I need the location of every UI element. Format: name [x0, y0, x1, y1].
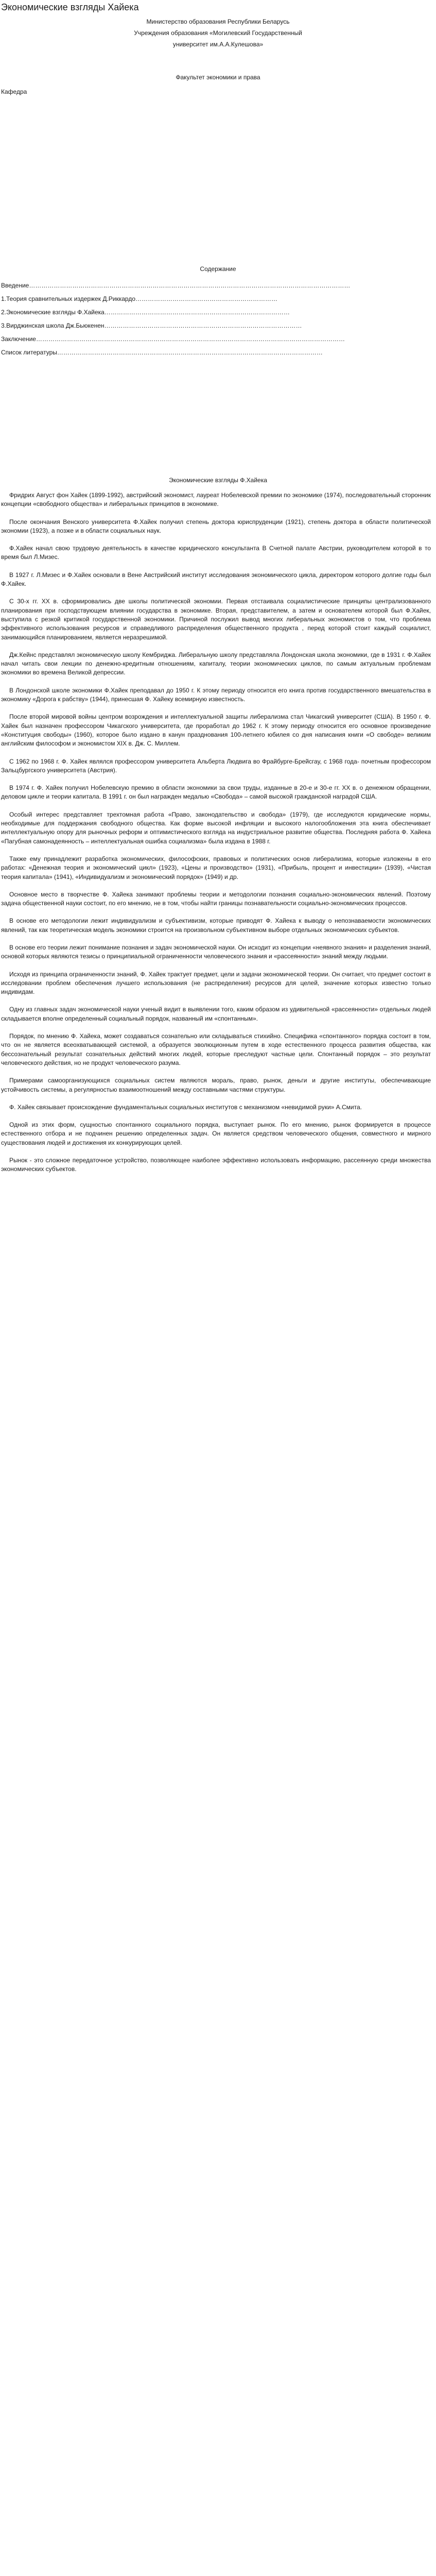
- paragraph: Одну из главных задач экономической науки ученый видит в выявлении того, каким образом из удивительной «рассеянности» отдельных людей складывается вполне определенный социальный порядок, названный им «спонтанным».: [1, 1006, 431, 1022]
- paragraph: С 30-х гг. XX в. сформировались две школы политической экономии. Первая отстаивала социалистические принципы централизованного планирования при господствующем влиянии государства в экономике. Вторая, представителем, а затем и основателем которой был Ф.Хайек, выступила с резкой критикой государственной экономики. Причиной послужил вывод многих либеральных экономистов о том, что проблема эффективного использования ресурсов и справедливого распределения общественного продукта , перед которой стоит каждый социалист, занимающийся планированием, является неразрешимой.: [1, 598, 431, 641]
- paragraph: Порядок, по мнению Ф. Хайека, может создаваться сознательно или складываться стихийно. Специфика «спонтанного» порядка состоит в том, что он не является всеохватывающей системой, а образуется эволюционным путем в ходе естественного процесса развития общества, как бессознательный результат сознательных действий многих людей, которые преследуют частные цели. Спонтанный порядок – это результат человеческого действия, но не продукт человеческого разума.: [1, 1032, 431, 1066]
- paragraph: Также ему принадлежит разработка экономических, философских, правовых и политических основ либерализма, которые изложены в его работах: «Денежная теория и экономический цикл» (1923), «Цены и производство» (1931), «Прибыль, процент и инвестиции» (1939), «Чистая теория капитала» (1941), «Индивидуализм и экономический порядок» (1949) и др.: [1, 855, 431, 880]
- toc-item: 3.Вирджинская школа Дж.Бьюкенен……………………………………………………………………………………: [1, 322, 302, 329]
- toc-heading: Содержание: [200, 265, 236, 273]
- university-line: университет им.А.А.Кулешова»: [172, 41, 264, 48]
- toc-item: 2.Экономические взгляды Ф.Хайека………………………………………………………………………………: [1, 309, 290, 316]
- paragraph: Особый интерес представляет трехтомная работа «Право, законодательство и свобода» (1979), где исследуются юридические нормы, необходимые для поддержания свободного общества. Как форме высокой инфляции и высокого налогообложения эта книга обеспечивает интеллектуальную опору для рыночных реформ и оптимистического взгляда на индустриальное развитие общества. Последняя работа Ф. Хайека «Пагубная самонадеянность – интеллектуальная ошибка социализма» была издана в 1988 г.: [1, 810, 431, 845]
- document-title: Экономические взгляды Хайека: [1, 2, 139, 12]
- section-heading: Экономические взгляды Ф.Хайека: [169, 477, 267, 484]
- paragraph: После окончания Венского университета Ф.Хайек получил степень доктора юриспруденции (1921), степень доктора в области политической экономии (1923), а позже и в области социальных наук.: [1, 518, 431, 534]
- paragraph: Исходя из принципа ограниченности знаний, Ф. Хайек трактует предмет, цели и задачи экономической теории. Он считает, что предмет состоит в исследовании проблем обеспечения лучшего использования (не распределения) ресурсов для целей, значение которых известно только индивидам.: [1, 970, 431, 996]
- department-label: Кафедра: [1, 88, 27, 95]
- paragraph: С 1962 по 1968 г. Ф. Хайек являлся профессором университета Альберта Людвига во Фрайбурге-Брейсгау, с 1968 года- почетным профессором Зальцбургского университета (Австрия).: [1, 757, 431, 774]
- paragraph: Дж.Кейнс представлял экономическую школу Кембриджа. Либеральную школу представляла Лондонская школа экономики, где в 1931 г. Ф.Хайек начал читать свои лекции по денежно-кредитным отношениям, капиталу, теории экономических циклов, по самым актуальным проблемам экономики во времена Великой депрессии.: [1, 651, 431, 676]
- paragraph: Основное место в творчестве Ф. Хайека занимают проблемы теории и методологии познания социально-экономических явлений. Поэтому задача общественной науки состоит, по его мнению, не в том, чтобы найти границы познавательности социально-экономических процессов.: [1, 890, 431, 907]
- paragraph: В 1974 г. Ф. Хайек получил Нобелевскую премию в области экономики за свои труды, изданные в 20-е и 30-е гг. XX в. о денежном обращении, деловом цикле и теории капитала. В 1991 г. он был награжден медалью «Свобода» – самой высокой гражданской наградой США.: [1, 784, 431, 801]
- toc-item: Введение…………………………………………………………………………………………………………………………………………: [1, 282, 351, 289]
- paragraph: В основе его теории лежит понимание познания и задач экономической науки. Он исходит из концепции «неявного знания» и разделения знаний, основой которых являются тезисы о принципиальной ограниченности человеческого знания и «рассеянности» знаний между людьми.: [1, 943, 431, 960]
- table-of-contents: [0, 279, 436, 359]
- faculty-name: Факультет экономики и права: [176, 74, 260, 81]
- paragraph: В 1927 г. Л.Мизес и Ф.Хайек основали в Вене Австрийский институт исследования экономического цикла, директором которого долгие годы был Ф.Хайек.: [1, 571, 431, 588]
- paragraph: Ф.Хайек начал свою трудовую деятельность в качестве юридического консультанта В Счетной палате Австрии, руководителем которой в то время был Л.Мизес.: [1, 545, 431, 561]
- paragraph: После второй мировой войны центром возрождения и интеллектуальной защиты либерализма стал Чикагский университет (США). В 1950 г. Ф. Хайек был назначен профессором Чикагского университета, где проработал до 1962 г. К этому периоду относится его основное произведение «Конституция свободы» (1960), которое было издано в канун празднования 100-летнего юбилея со дня написания книги «О свободе» великим английским философом и экономистом XIX в. Дж. С. Миллем.: [1, 713, 431, 748]
- institution-header: [0, 16, 436, 50]
- toc-item: Список литературы…………………………………………………………………………………………………………………: [1, 349, 323, 356]
- toc-item: 1.Теория сравнительных издержек Д.Риккардо……………………………………………………………: [1, 295, 278, 302]
- ministry-line: Министерство образования Республики Беларусь: [146, 18, 290, 25]
- paragraph: Примерами самоорганизующихся социальных систем являются мораль, право, рынок, деньги и другие институты, обеспечивающие устойчивость системы, а регулярностью взаимоотношений между составными частями структуры.: [1, 1077, 431, 1093]
- document-page: [0, 0, 436, 1204]
- paragraph: Фридрих Август фон Хайек (1899-1992), австрийский экономист, лауреат Нобелевской премии по экономике (1974), последовательный сторонник концепции «свободного общества» и либеральных принципов в экономике.: [1, 492, 431, 508]
- body-text: [0, 491, 436, 1174]
- paragraph: Ф. Хайек связывает происхождение фундаментальных социальных институтов с механизмом «невидимой руки» А.Смита.: [9, 1103, 362, 1111]
- paragraph: В Лондонской школе экономики Ф.Хайек преподавал до 1950 г. К этому периоду относится его книга против государственного вмешательства в экономику «Дорога к рабству» (1944), принесшая Ф. Хайеку всемирную известность.: [1, 686, 431, 703]
- paragraph: В основе его методологии лежит индивидуализм и субъективизм, которые приводят Ф. Хайека к выводу о непознаваемости экономических явлений, так как теоретическая модель экономики строится на произвольном субъективном выборе отдельных экономических субъектов.: [1, 917, 431, 934]
- toc-item: Заключение……………………………………………………………………………………………………………………………………: [1, 335, 345, 343]
- institution-line: Учреждения образования «Могилевский Государственный: [134, 29, 302, 37]
- paragraph: Одной из этих форм, сущностью спонтанного социального порядка, выступает рынок. По его мнению, рынок формируется в процессе естественного отбора и не подчинен решению определенных задач. Он является средством человеческого общения, совместного и мирного существования людей и достижения их конкурирующих целей.: [1, 1121, 431, 1146]
- paragraph: Рынок - это сложное передаточное устройство, позволяющее наиболее эффективно использовать информацию, рассеянную среди множества экономических субъектов.: [1, 1157, 431, 1173]
